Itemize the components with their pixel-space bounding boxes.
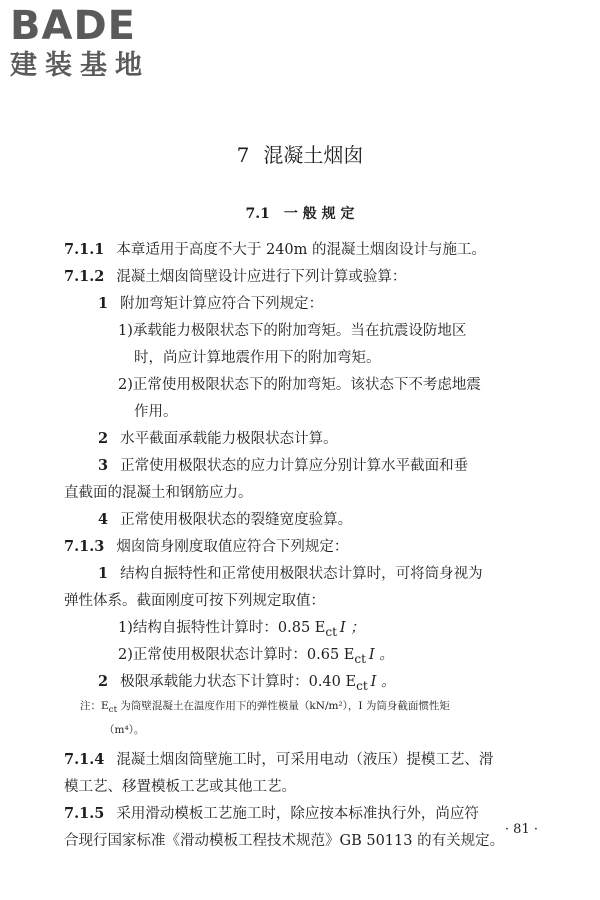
item-number: 1	[98, 295, 109, 312]
clause-7-1-3	[64, 535, 348, 559]
formula-text: 1)结构自振特性计算时：0.85 E	[118, 620, 326, 636]
section-number: 7.1	[245, 206, 270, 222]
logo-subtitle: 建装基地	[10, 50, 150, 81]
clause-7-1-4	[64, 748, 493, 772]
clause-7-1-3-item-1-line-2: 弹性体系。截面刚度可按下列规定取值：	[64, 593, 325, 609]
clause-7-1-2-sub-2-line-1: 2)正常使用极限状态下的附加弯矩。该状态下不考虑地震	[118, 377, 481, 393]
item-number: 3	[98, 457, 109, 474]
ect-subscript: ct	[325, 624, 337, 639]
clause-7-1-3-note-line-1	[80, 696, 450, 720]
logo-wordmark: BADE	[10, 3, 136, 49]
clause-7-1-3-sub-1	[118, 616, 365, 644]
item-number: 1	[98, 565, 109, 582]
item-number: 2	[98, 673, 109, 690]
section-heading	[0, 202, 600, 226]
clause-7-1-2	[64, 265, 406, 289]
clause-7-1-2-item-3-line-2: 直截面的混凝土和钢筋应力。	[64, 485, 253, 501]
clause-7-1-5	[64, 802, 479, 826]
clause-7-1-3-sub-2	[118, 643, 394, 671]
ect-subscript: ct	[108, 705, 118, 716]
chapter-heading	[0, 140, 600, 170]
clause-text: 混凝土烟囱筒壁设计应进行下列计算或验算：	[116, 269, 407, 285]
clause-text: 采用滑动模板工艺施工时，除应按本标准执行外，尚应符	[116, 806, 479, 822]
item-text: 结构自振特性和正常使用极限状态计算时，可将筒身视为	[120, 566, 483, 582]
item-text: 正常使用极限状态的裂缝宽度验算。	[120, 512, 353, 528]
clause-7-1-3-item-1	[98, 562, 483, 586]
item-text: 水平截面承载能力极限状态计算。	[120, 431, 338, 447]
clause-7-1-2-item-1	[98, 292, 323, 316]
clause-7-1-3-item-2	[98, 670, 395, 698]
clause-7-1-2-item-2	[98, 427, 338, 451]
clause-text: 混凝土烟囱筒壁施工时，可采用电动（液压）提模工艺、滑	[116, 752, 494, 768]
ect-subscript: ct	[356, 678, 368, 693]
note-text: 为筒壁混凝土在温度作用下的弹性模量（kN/m²），I 为筒身截面惯性矩	[117, 700, 450, 712]
section-title: 一 般 规 定	[283, 206, 355, 222]
clause-7-1-3-note-line-2: （m⁴）。	[104, 724, 145, 736]
note-prefix: 注：E	[80, 700, 109, 712]
clause-7-1-4-line-2: 模工艺、移置模板工艺或其他工艺。	[64, 779, 296, 795]
clause-text: 烟囱筒身刚度取值应符合下列规定：	[116, 539, 349, 555]
page-number: · 81 ·	[504, 822, 538, 837]
clause-number: 7.1.4	[64, 751, 105, 768]
clause-7-1-5-line-2: 合现行国家标准《滑动模板工程技术规范》GB 50113 的有关规定。	[64, 833, 505, 849]
clause-7-1-2-sub-1-line-2: 时，尚应计算地震作用下的附加弯矩。	[134, 350, 381, 366]
bade-logo	[10, 4, 180, 82]
clause-number: 7.1.3	[64, 538, 105, 555]
clause-7-1-2-sub-1-line-1: 1)承载能力极限状态下的附加弯矩。当在抗震设防地区	[118, 323, 467, 339]
clause-7-1-2-sub-2-line-2: 作用。	[134, 404, 178, 420]
item-text: 正常使用极限状态的应力计算应分别计算水平截面和垂	[120, 458, 469, 474]
clause-7-1-2-item-3	[98, 454, 468, 478]
clause-7-1-1	[64, 238, 486, 262]
clause-7-1-2-item-4	[98, 508, 352, 532]
ect-subscript: ct	[354, 651, 366, 666]
item-text: 附加弯矩计算应符合下列规定：	[120, 296, 324, 312]
formula-text: 2)正常使用极限状态计算时：0.65 E	[118, 647, 355, 663]
item-number: 2	[98, 430, 109, 447]
clause-number: 7.1.5	[64, 805, 105, 822]
chapter-title: 混凝土烟囱	[263, 143, 364, 167]
formula-tail: I 。	[368, 647, 394, 663]
item-text: 极限承载能力状态下计算时：0.40 E	[120, 674, 357, 690]
formula-tail: I 。	[370, 674, 396, 690]
chapter-number: 7	[236, 143, 250, 167]
clause-text: 本章适用于高度不大于 240m 的混凝土烟囱设计与施工。	[116, 242, 487, 258]
item-number: 4	[98, 511, 109, 528]
clause-number: 7.1.2	[64, 268, 105, 285]
formula-tail: I ；	[339, 620, 365, 636]
clause-number: 7.1.1	[64, 241, 105, 258]
